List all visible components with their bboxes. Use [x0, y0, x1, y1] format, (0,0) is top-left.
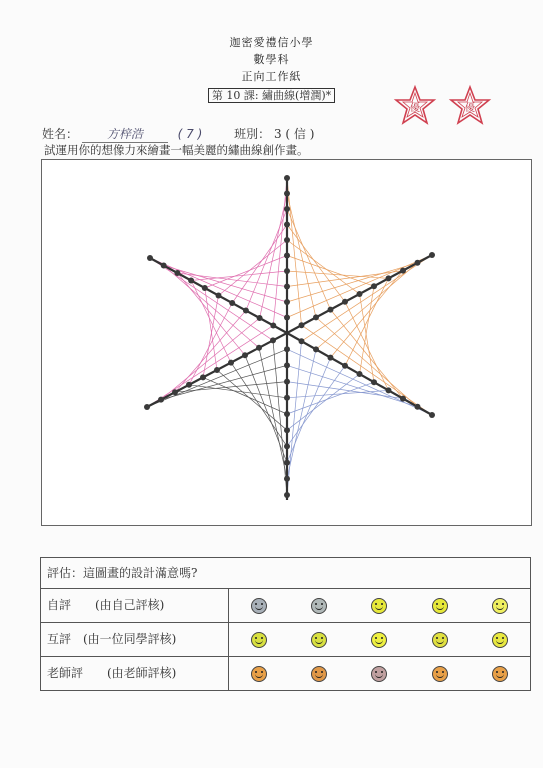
stitch-dot	[386, 387, 392, 393]
stitch-dot	[284, 284, 290, 290]
smiley-face-icon[interactable]	[432, 598, 448, 614]
stitch-dot	[429, 412, 435, 418]
evaluation-rows	[41, 589, 530, 690]
stitch-line	[287, 256, 374, 287]
school-name: 迦密愛禮信小學	[229, 36, 314, 49]
stitch-line	[360, 294, 375, 382]
stitch-dot	[299, 322, 305, 328]
stitch-line	[345, 278, 389, 365]
stitch-dot	[228, 360, 234, 366]
stitch-dot	[371, 379, 377, 385]
stitch-dot	[400, 396, 406, 402]
stitch-line	[287, 382, 374, 414]
stitch-dot	[144, 404, 150, 410]
stitch-dot	[284, 346, 290, 352]
stitch-dot	[200, 374, 206, 380]
stamp-2-text: 優	[465, 103, 475, 114]
stitch-line	[287, 209, 331, 310]
stitch-dot	[284, 362, 290, 368]
stitch-dot	[342, 363, 348, 369]
stitch-line	[164, 266, 259, 348]
smiley-face-icon[interactable]	[371, 632, 387, 648]
stitch-dot	[284, 299, 290, 305]
stitch-dot	[284, 253, 290, 259]
stitch-line	[259, 348, 287, 479]
stitch-dot	[357, 371, 363, 377]
worksheet-type: 正向工作紙	[241, 70, 302, 83]
stitch-dot	[284, 427, 290, 433]
class-label: 班別：	[234, 127, 271, 141]
evaluation-row-label: 互評 (由一位同學評核)	[41, 623, 229, 656]
curve-stitching-artwork	[42, 160, 531, 525]
stitch-dot	[284, 460, 290, 466]
smiley-faces	[229, 589, 530, 622]
smiley-face-icon[interactable]	[432, 632, 448, 648]
smiley-face-icon[interactable]	[371, 598, 387, 614]
stitch-line	[175, 311, 246, 393]
smiley-face-icon[interactable]	[492, 666, 508, 682]
stitch-dot	[158, 397, 164, 403]
smiley-face-icon[interactable]	[371, 666, 387, 682]
stitch-line	[287, 358, 331, 463]
stitch-dot	[188, 278, 194, 284]
stitch-dot	[415, 260, 421, 266]
stitch-line	[150, 258, 273, 340]
stitch-dot	[284, 206, 290, 212]
stitch-line	[287, 349, 316, 478]
stitch-dot	[243, 308, 249, 314]
smiley-face-icon[interactable]	[492, 598, 508, 614]
smiley-face-icon[interactable]	[251, 666, 267, 682]
stitch-dot	[284, 222, 290, 228]
stitch-line	[164, 266, 287, 303]
stitch-dot	[242, 352, 248, 358]
evaluation-row	[41, 589, 530, 623]
stitch-dot	[284, 476, 290, 482]
stitch-dot	[284, 268, 290, 274]
stitch-dot	[371, 283, 377, 289]
subject-title: 數學科	[253, 53, 290, 66]
stitch-dot	[270, 337, 276, 343]
stitch-dot	[328, 307, 334, 313]
student-info-row	[42, 125, 314, 143]
stitch-dot	[147, 255, 153, 261]
smiley-face-icon[interactable]	[432, 666, 448, 682]
stitch-dot	[342, 299, 348, 305]
stitch-line	[189, 385, 287, 398]
stamp-1-text: 優	[410, 103, 420, 114]
smiley-face-icon[interactable]	[492, 632, 508, 648]
stitch-line	[161, 365, 287, 399]
smiley-face-icon[interactable]	[251, 632, 267, 648]
evaluation-row	[41, 623, 530, 657]
drawing-frame	[41, 159, 532, 526]
stitch-dot	[270, 323, 276, 329]
stitch-dot	[386, 275, 392, 281]
stitch-dot	[299, 338, 305, 344]
smiley-face-icon[interactable]	[311, 598, 327, 614]
smiley-face-icon[interactable]	[251, 598, 267, 614]
stitch-line	[246, 209, 287, 311]
stitch-line	[147, 349, 287, 407]
evaluation-table	[40, 557, 531, 691]
stitch-dot	[284, 315, 290, 321]
smiley-face-icon[interactable]	[311, 632, 327, 648]
stitch-dot	[429, 252, 435, 258]
star-stamp-1	[393, 84, 437, 128]
stitch-dot	[284, 191, 290, 197]
stitch-dot	[328, 355, 334, 361]
smiley-face-icon[interactable]	[311, 666, 327, 682]
stitch-dot	[284, 237, 290, 243]
stitch-dot	[174, 270, 180, 276]
stitch-dot	[256, 345, 262, 351]
stitch-dot	[357, 291, 363, 297]
stitch-dot	[284, 379, 290, 385]
stitch-dot	[161, 263, 167, 269]
stitch-dot	[284, 492, 290, 498]
lesson-title: 第 10 課: 繡曲線(增潤)*	[208, 88, 335, 103]
smiley-faces	[229, 657, 530, 690]
stitch-dot	[284, 395, 290, 401]
stitch-dot	[172, 389, 178, 395]
stitch-dot	[400, 268, 406, 274]
class-value: 3 ( 信 )	[273, 127, 315, 141]
stitch-line	[260, 194, 287, 319]
stitch-line	[287, 365, 418, 406]
evaluation-row-label: 老師評 (由老師評核)	[41, 657, 229, 690]
stitch-dot	[229, 300, 235, 306]
stitch-dot	[216, 293, 222, 299]
smiley-faces	[229, 623, 530, 656]
evaluation-row	[41, 657, 530, 690]
stitch-dot	[415, 404, 421, 410]
name-label: 姓名：	[42, 127, 79, 141]
instruction-text: 試運用你的想像力來繪畫一幅美麗的繡曲線創作畫。	[44, 143, 309, 157]
stitch-dot	[257, 315, 263, 321]
stitch-line	[287, 194, 316, 318]
star-stamp-2	[448, 84, 492, 128]
stitch-dot	[313, 346, 319, 352]
stitch-dot	[214, 367, 220, 373]
stitch-dot	[313, 314, 319, 320]
evaluation-row-label: 自評 (由自己評核)	[41, 589, 229, 622]
stitch-dot	[284, 175, 290, 181]
stitch-line	[287, 263, 418, 302]
stitch-line	[147, 326, 273, 408]
evaluation-title: 評估：這圖畫的設計滿意嗎?	[41, 558, 530, 589]
stitch-dot	[284, 443, 290, 449]
name-value: 方梓浩	[82, 125, 168, 143]
stitch-dot	[186, 382, 192, 388]
student-number: ( 7 )	[177, 127, 203, 141]
stitch-dot	[284, 411, 290, 417]
stitch-dot	[202, 285, 208, 291]
